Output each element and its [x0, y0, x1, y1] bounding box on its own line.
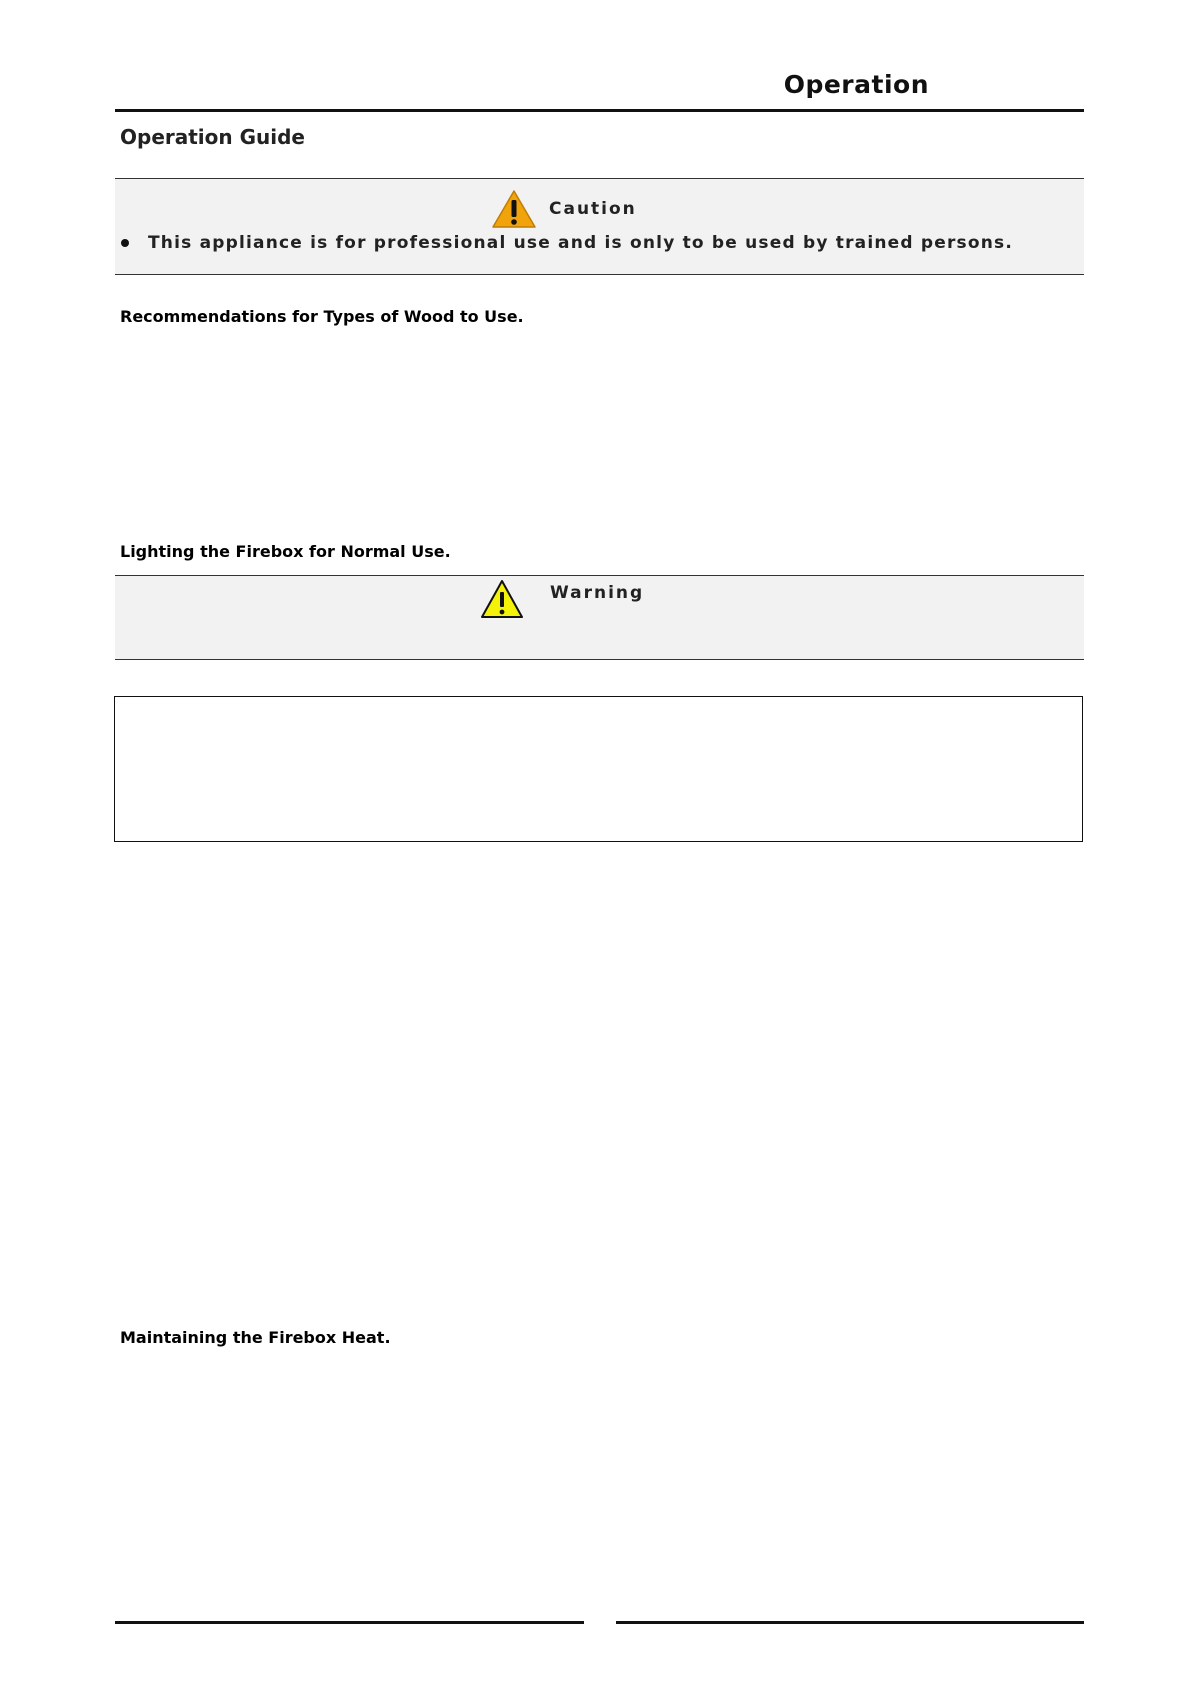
subheading-lighting-firebox: Lighting the Firebox for Normal Use. [120, 542, 451, 561]
warning-triangle-icon [480, 579, 524, 619]
page-title: Operation [783, 70, 929, 99]
caution-notice [115, 178, 1084, 275]
content-frame [114, 696, 1083, 842]
caution-item-text: This appliance is for professional use and is only to be used by trained persons. [148, 233, 1014, 253]
warning-heading [480, 579, 644, 619]
subheading-maintaining-heat: Maintaining the Firebox Heat. [120, 1328, 391, 1347]
footer-divider-left [115, 1621, 584, 1624]
bullet-icon [121, 239, 129, 247]
warning-label: Warning [550, 583, 645, 603]
caution-label: Caution [549, 199, 637, 219]
caution-list-item [121, 233, 1013, 253]
caution-heading [491, 189, 637, 229]
warning-notice [115, 575, 1084, 660]
section-title: Operation Guide [120, 125, 305, 149]
header-divider [115, 109, 1084, 112]
caution-triangle-icon [491, 189, 537, 229]
subheading-wood-types: Recommendations for Types of Wood to Use. [120, 307, 524, 326]
footer-divider-right [616, 1621, 1084, 1624]
